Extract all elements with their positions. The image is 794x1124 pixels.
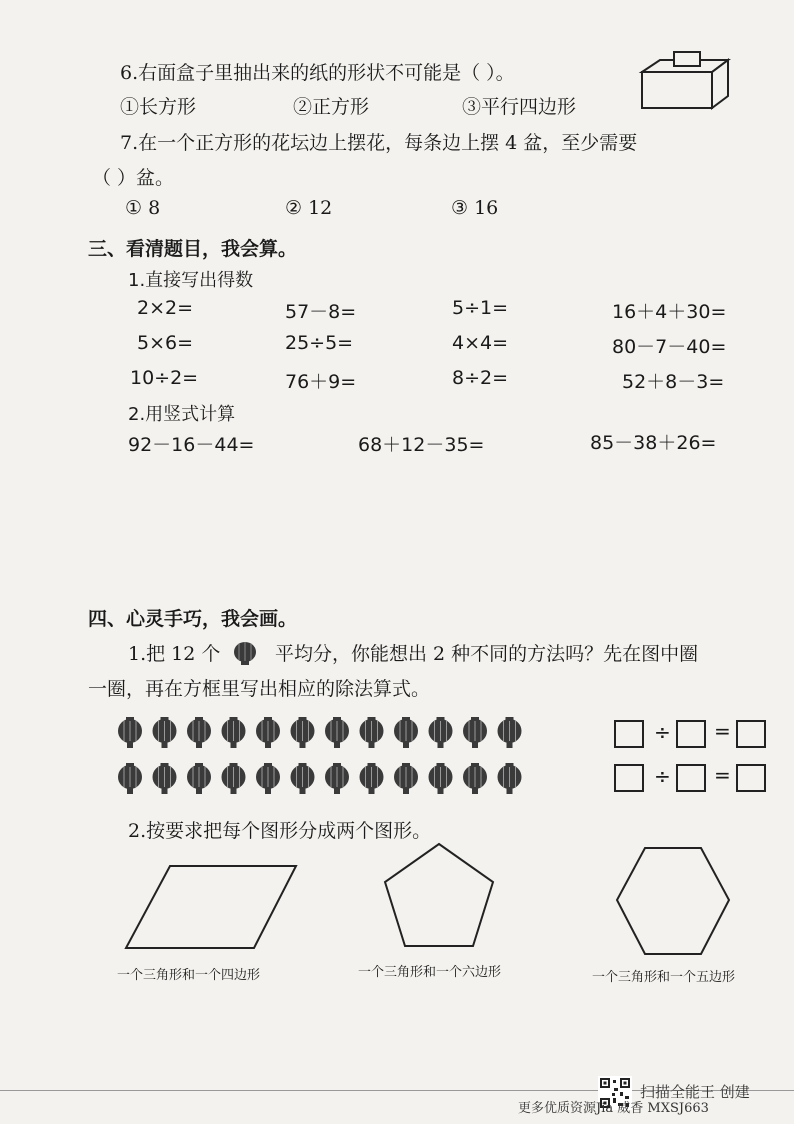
vertical-calc-2: 68＋12－35= [358, 434, 485, 456]
lantern[interactable] [325, 717, 349, 748]
lantern[interactable] [187, 763, 211, 794]
equals-sign-2: = [714, 763, 731, 787]
q7-line2: （ ）盆。 [92, 167, 175, 189]
section4-q1-after: 平均分，你能想出 2 种不同的方法吗？先在图中圈 [275, 643, 699, 665]
lantern[interactable] [256, 763, 280, 794]
calc-r2c4: 80－7－40= [612, 336, 727, 358]
q7-option-1: ① 8 [125, 197, 161, 219]
q6-text: 6.右面盒子里抽出来的纸的形状不可能是（ ）。 [120, 62, 515, 84]
section4-q1-line2: 一圈，再在方框里写出相应的除法算式。 [88, 678, 431, 700]
answer-box-2b[interactable] [676, 764, 706, 792]
lantern[interactable] [429, 717, 453, 748]
section3-title: 三、看清题目，我会算。 [88, 238, 298, 260]
calc-r1c2: 57－8= [285, 301, 357, 323]
q6-option-3: ③平行四边形 [462, 96, 577, 118]
calc-r2c3: 4×4= [452, 332, 509, 354]
lantern[interactable] [429, 763, 453, 794]
calc-r3c4: 52＋8－3= [622, 371, 725, 393]
equals-sign-1: = [714, 719, 731, 743]
vertical-calc-3: 85－38＋26= [590, 432, 717, 454]
lantern[interactable] [222, 717, 246, 748]
hexagon-shape[interactable] [612, 842, 734, 960]
answer-box-1c[interactable] [736, 720, 766, 748]
q6-option-2: ②正方形 [293, 96, 370, 118]
lantern[interactable] [360, 717, 384, 748]
calc-r3c2: 76＋9= [285, 371, 357, 393]
calc-r3c1: 10÷2= [130, 367, 199, 389]
divide-sign-2: ÷ [654, 764, 671, 788]
lantern[interactable] [498, 763, 522, 794]
section4-q1-before: 1.把 12 个 [128, 643, 221, 665]
section4-q2-title: 2.按要求把每个图形分成两个图形。 [128, 820, 432, 842]
lantern[interactable] [325, 763, 349, 794]
lantern-icon [230, 638, 260, 668]
lantern[interactable] [394, 717, 418, 748]
calc-r3c3: 8÷2= [452, 367, 509, 389]
lantern[interactable] [394, 763, 418, 794]
footer-text: 更多优质资源Jia 威香 MXSJ663 [518, 1101, 709, 1116]
box-illustration [632, 50, 732, 112]
lantern[interactable] [360, 763, 384, 794]
lantern[interactable] [463, 717, 487, 748]
calc-r1c3: 5÷1= [452, 297, 509, 319]
lantern[interactable] [118, 717, 142, 748]
lantern[interactable] [222, 763, 246, 794]
section3-part2-title: 2.用竖式计算 [128, 404, 236, 425]
caption-hexagon: 一个三角形和一个五边形 [592, 970, 736, 985]
calc-r1c1: 2×2= [137, 297, 194, 319]
lantern[interactable] [498, 717, 522, 748]
section4-title: 四、心灵手巧，我会画。 [88, 608, 298, 630]
answer-box-1b[interactable] [676, 720, 706, 748]
lantern[interactable] [463, 763, 487, 794]
lantern-row-1[interactable] [115, 716, 555, 752]
lantern[interactable] [153, 717, 177, 748]
q7-line1: 7.在一个正方形的花坛边上摆花，每条边上摆 4 盆，至少需要 [120, 132, 638, 154]
lantern[interactable] [153, 763, 177, 794]
scanner-watermark: 扫描全能王 创建 [640, 1083, 750, 1101]
answer-box-2c[interactable] [736, 764, 766, 792]
calc-r2c1: 5×6= [137, 332, 194, 354]
answer-box-2a[interactable] [614, 764, 644, 792]
q7-option-3: ③ 16 [451, 197, 499, 219]
lantern[interactable] [291, 717, 315, 748]
lantern[interactable] [291, 763, 315, 794]
lantern[interactable] [256, 717, 280, 748]
lantern[interactable] [118, 763, 142, 794]
section3-part1-title: 1.直接写出得数 [128, 270, 254, 291]
pentagon-shape[interactable] [380, 840, 498, 952]
answer-box-1a[interactable] [614, 720, 644, 748]
parallelogram-shape[interactable] [120, 860, 305, 952]
calc-r1c4: 16＋4＋30= [612, 301, 727, 323]
divide-sign-1: ÷ [654, 720, 671, 744]
q6-option-1: ①长方形 [120, 96, 197, 118]
caption-parallelogram: 一个三角形和一个四边形 [117, 968, 261, 983]
caption-pentagon: 一个三角形和一个六边形 [358, 965, 502, 980]
q7-option-2: ② 12 [285, 197, 333, 219]
lantern[interactable] [187, 717, 211, 748]
lantern-row-2[interactable] [115, 762, 555, 798]
calc-r2c2: 25÷5= [285, 332, 354, 354]
vertical-calc-1: 92－16－44= [128, 434, 255, 456]
